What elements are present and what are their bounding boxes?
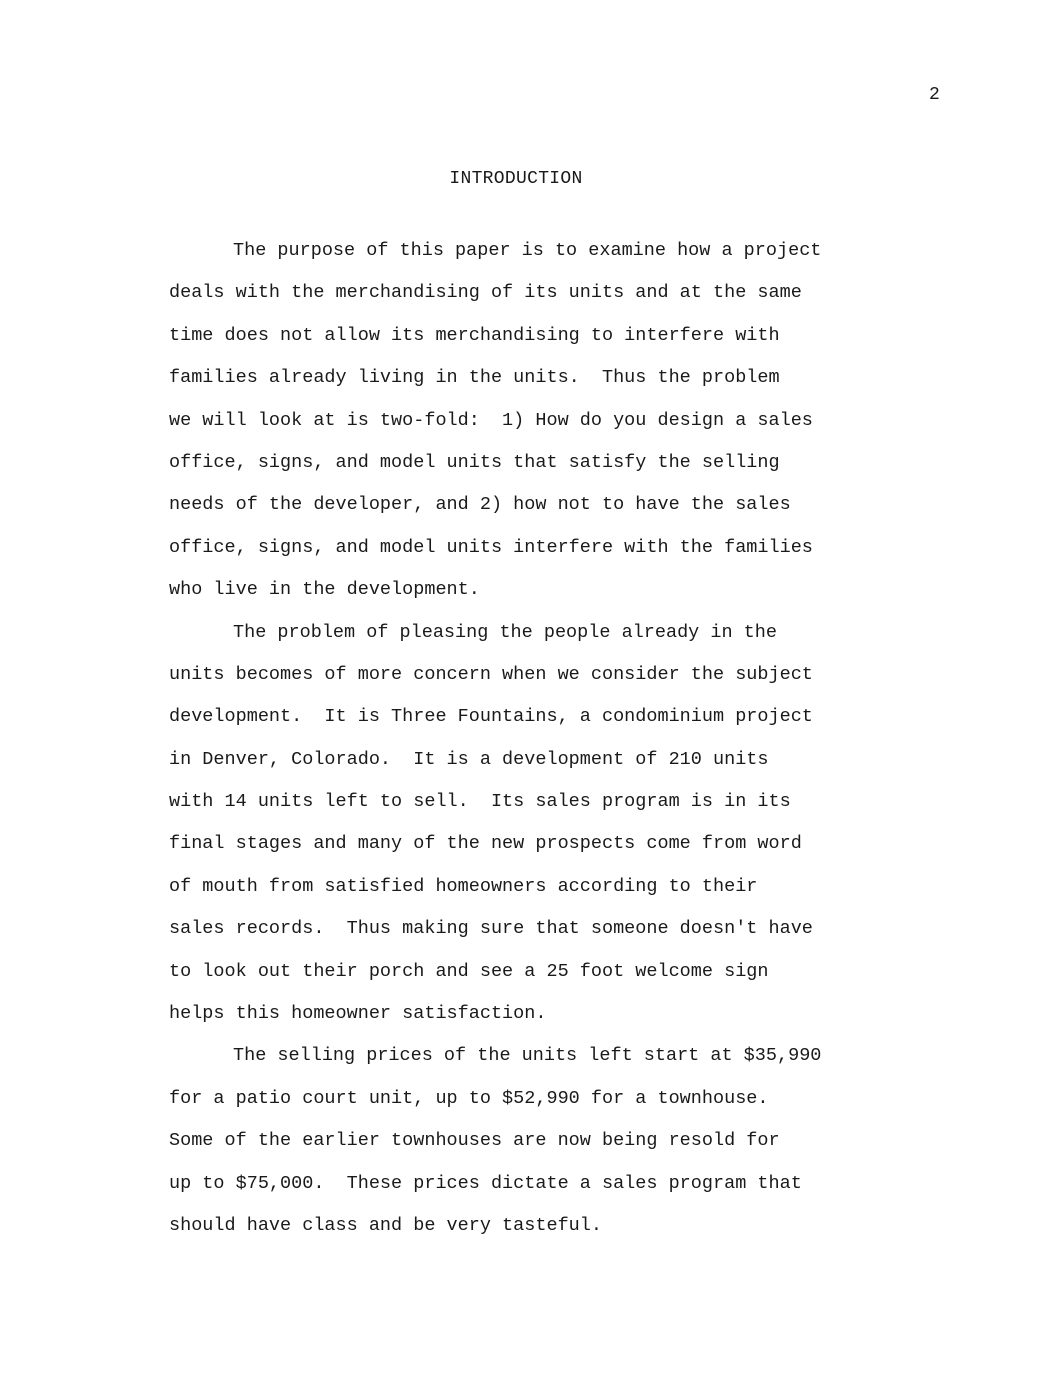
text-line: who live in the development. (169, 579, 480, 601)
text-line: for a patio court unit, up to $52,990 for a townhouse. (169, 1087, 769, 1109)
text-line: deals with the merchandising of its units and at the same (169, 282, 802, 304)
text-line: Some of the earlier townhouses are now being resold for (169, 1130, 780, 1152)
text-line: development. It is Three Fountains, a condominium project (169, 706, 813, 728)
text-line: time does not allow its merchandising to interfere with (169, 324, 780, 346)
text-line: final stages and many of the new prospects come from word (169, 833, 802, 855)
text-line: families already living in the units. Thus the problem (169, 367, 780, 389)
page-number: 2 (929, 85, 940, 105)
text-line: helps this homeowner satisfaction. (169, 1003, 547, 1025)
body-text (169, 230, 969, 1247)
section-heading: INTRODUCTION (449, 169, 583, 189)
text-line: to look out their porch and see a 25 foot welcome sign (169, 960, 769, 982)
text-line: in Denver, Colorado. It is a development of 210 units (169, 748, 769, 770)
text-line: needs of the developer, and 2) how not to have the sales (169, 494, 791, 516)
paragraph (169, 612, 969, 1036)
paragraph (169, 1035, 969, 1247)
text-line: we will look at is two-fold: 1) How do you design a sales (169, 409, 813, 431)
text-line: sales records. Thus making sure that someone doesn't have (169, 918, 813, 940)
paragraph (169, 230, 969, 612)
text-line: The problem of pleasing the people already in the (233, 621, 777, 643)
text-line: up to $75,000. These prices dictate a sales program that (169, 1172, 802, 1194)
text-line: units becomes of more concern when we consider the subject (169, 663, 813, 685)
text-line: office, signs, and model units interfere with the families (169, 536, 813, 558)
text-line: should have class and be very tasteful. (169, 1214, 602, 1236)
text-line: office, signs, and model units that satisfy the selling (169, 451, 780, 473)
text-line: with 14 units left to sell. Its sales program is in its (169, 791, 791, 813)
text-line: The purpose of this paper is to examine how a project (233, 240, 822, 261)
text-line: The selling prices of the units left start at $35,990 (233, 1045, 822, 1067)
text-line: of mouth from satisfied homeowners according to their (169, 875, 758, 897)
